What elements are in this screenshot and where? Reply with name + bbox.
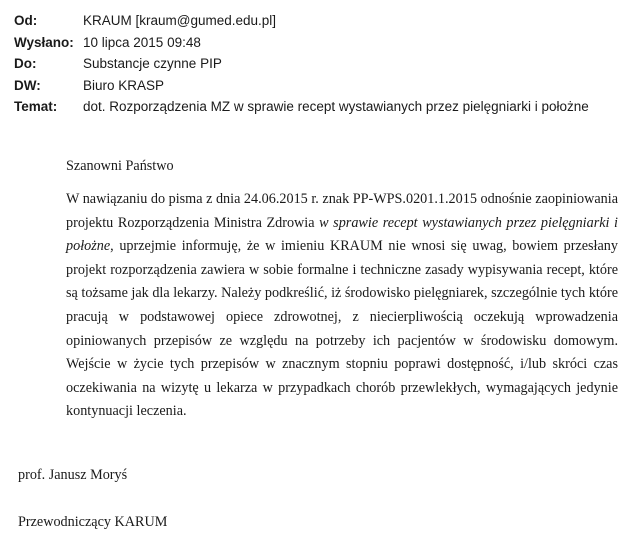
subject-label: Temat: <box>14 99 58 114</box>
sent-label: Wysłano: <box>14 34 74 50</box>
letter-body <box>66 156 618 424</box>
cc-value: Biuro KRASP <box>83 77 165 93</box>
signature-title: Przewodniczący KARUM <box>18 514 168 530</box>
paragraph-italic-title: w sprawie recept wystawianych przez pielęgniarki i położne <box>66 214 618 255</box>
signature-name: prof. Janusz Moryś <box>18 467 128 483</box>
cc-label: DW: <box>14 77 41 93</box>
letter-paragraph <box>66 188 618 424</box>
paragraph-text-end: , uprzejmie informuję, że w imieniu KRAUM nie wnosi się uwag, bowiem przesłany projekt rozporządzenia zawiera w sobie formalne i techniczne zasady wypisywania recept, które są tożsame jak dla lekarzy. Należy podkreślić, iż środowisko pielęgniarek, szczególnie tych które pracują w podstawowej opiece zdrowotnej, z niecierpliwością oczekują wprowadzenia opiniowanych przepisów ze względu na potrzeby ich pacjentów w środowisku domowym. Wejście w życie tych przepisów w znacznym stopniu poprawi dostępność, i/lub skróci czas oczekiwania na wizytę u lekarza w przypadkach chorób przewlekłych, wymagających jedynie kontynuacji leczenia. <box>66 238 618 420</box>
to-label: Do: <box>14 56 37 71</box>
from-label: Od: <box>14 13 38 28</box>
from-value: KRAUM [kraum@gumed.edu.pl] <box>83 13 277 28</box>
to-value: Substancje czynne PIP <box>83 56 222 71</box>
letter-greeting: Szanowni Państwo <box>66 158 174 174</box>
sent-value: 10 lipca 2015 09:48 <box>83 34 201 50</box>
paragraph-text-start: W nawiązaniu do pisma z dnia 24.06.2015 r. znak PP-WPS.0201.1.2015 odnośnie zaopiniowania projektu Rozporządzenia Ministra Zdrowia <box>66 191 618 231</box>
subject-value: dot. Rozporządzenia MZ w sprawie recept wystawianych przez pielęgniarki i położne <box>83 99 589 114</box>
